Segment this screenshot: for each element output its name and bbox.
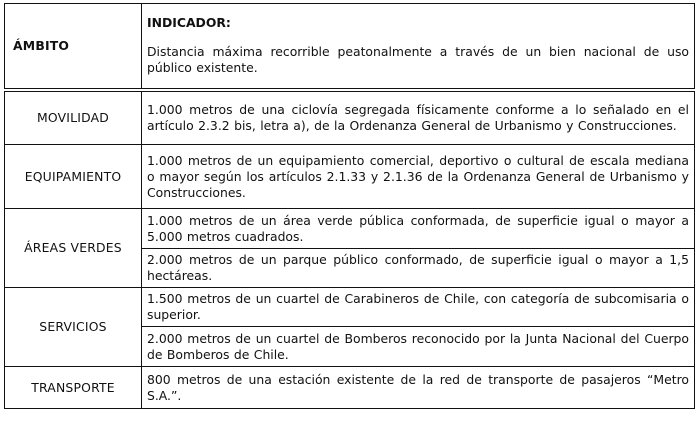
indicador-text: Distancia máxima recorrible peatonalmente a través de un bien nacional de uso público existente. <box>147 44 689 76</box>
header-indicador <box>142 4 695 90</box>
indicator-cell: 2.000 metros de un parque público conformado, de superficie igual o mayor a 1,5 hectáreas. <box>142 249 695 288</box>
table-row <box>5 288 695 327</box>
indicator-table <box>4 3 695 409</box>
table-row <box>5 90 695 145</box>
header-row <box>5 4 695 90</box>
table-row <box>5 367 695 409</box>
indicator-cell: 1.000 metros de un área verde pública conformada, de superficie igual o mayor a 5.000 metros cuadrados. <box>142 209 695 249</box>
indicator-cell: 1.000 metros de un equipamiento comercial, deportivo o cultural de escala mediana o mayor según los artículos 2.1.33 y 2.1.36 de la Ordenanza General de Urbanismo y Construcciones. <box>142 145 695 209</box>
table-row <box>5 209 695 249</box>
indicator-cell: 800 metros de una estación existente de la red de transporte de pasajeros “Metro S.A.”. <box>142 367 695 409</box>
ambito-cell: MOVILIDAD <box>5 90 142 145</box>
header-ambito: ÁMBITO <box>5 4 142 90</box>
ambito-cell: ÁREAS VERDES <box>5 209 142 288</box>
table-row <box>5 145 695 209</box>
ambito-cell: EQUIPAMIENTO <box>5 145 142 209</box>
ambito-cell: TRANSPORTE <box>5 367 142 409</box>
indicador-title: INDICADOR: <box>147 15 231 31</box>
ambito-cell: SERVICIOS <box>5 288 142 367</box>
indicator-cell: 1.500 metros de un cuartel de Carabineros de Chile, con categoría de subcomisaria o superior. <box>142 288 695 327</box>
indicator-cell: 2.000 metros de un cuartel de Bomberos reconocido por la Junta Nacional del Cuerpo de Bomberos de Chile. <box>142 327 695 367</box>
indicator-cell: 1.000 metros de una ciclovía segregada físicamente conforme a lo señalado en el artículo 2.3.2 bis, letra a), de la Ordenanza General de Urbanismo y Construcciones. <box>142 90 695 145</box>
